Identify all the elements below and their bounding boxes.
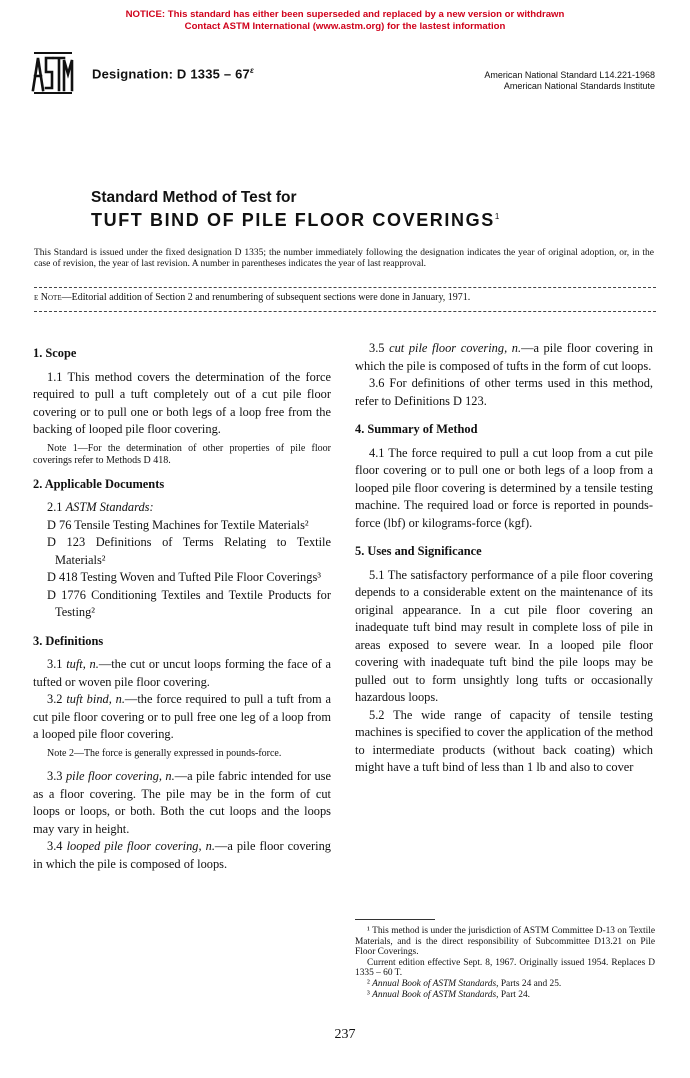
definition-3-6: 3.6 For definitions of other terms used in this method, refer to Definitions D 123. — [355, 376, 653, 408]
divider-rule — [34, 311, 656, 312]
astm-logo-icon — [30, 50, 76, 96]
designation-text: Designation: D 1335 – 67 — [92, 66, 250, 82]
document-subtitle: Standard Method of Test for — [91, 189, 297, 206]
paragraph-1-1: 1.1 This method covers the determination of the force required to pull a tuft completely out of a cut pile floor covering or to pull one or both legs of a loop free from the backing of looped pile floor covering. — [33, 369, 331, 436]
editorial-note — [34, 292, 654, 304]
definition-3-5-number: 3.5 — [369, 341, 385, 355]
definition-3-1-term: tuft, n. — [66, 657, 99, 671]
section-heading-scope: 1. Scope — [33, 346, 77, 360]
definition-3-1 — [33, 656, 331, 691]
paragraph-4-1: 4.1 The force required to pull a cut loop from a cut pile floor covering or to pull one or both legs of a loop from a looped pile floor covering is determined by a tensile testing machine. The required load or force is reported in pounds-force (lbf) or kilograms-force (kgf). — [355, 445, 653, 530]
reference-d418: D 418 Testing Woven and Tufted Pile Floor Coverings³ — [47, 570, 321, 584]
right-column — [355, 340, 653, 777]
reference-d123: D 123 Definitions of Terms Relating to Textile Materials² — [47, 535, 331, 567]
reference-d76: D 76 Tensile Testing Machines for Textile Materials² — [47, 517, 309, 532]
section-heading-applicable-documents: 2. Applicable Documents — [33, 476, 165, 491]
section-heading-definitions: 3. Definitions — [33, 633, 104, 648]
paragraph-2-1-number: 2.1 — [47, 500, 63, 514]
footnote-2-rest: , Parts 24 and 25. — [496, 978, 562, 989]
footnote-2-mark: ² — [367, 978, 373, 989]
designation-epsilon: ε — [249, 66, 255, 75]
paragraph-2-1-title: ASTM Standards: — [65, 500, 154, 514]
definition-3-1-number: 3.1 — [47, 657, 63, 671]
definition-3-5-text: —a pile floor covering in which the pile is composed of tufts in the form of cut loops. — [355, 341, 653, 373]
ansi-designation — [484, 70, 655, 92]
section-heading-summary: 4. Summary of Method — [355, 422, 478, 436]
ansi-line-1: American National Standard L14.221-1968 — [484, 70, 655, 80]
paragraph-5-1: 5.1 The satisfactory performance of a pile floor covering depends to a considerable extent on the maintenance of its original appearance. In a cut pile floor covering an inadequate tuft bind may result in complete loss of pile in areas exposed to severe wear. In a looped pile floor covering with inadequate tuft bind the pile loops may be pulled out to form unsightly long tufts or occasionally hazardous loops. — [355, 567, 653, 704]
footnote-1b: Current edition effective Sept. 8, 1967. Originally issued 1954. Replaces D 1335 – 60 T. — [355, 957, 655, 979]
reference-d1776: D 1776 Conditioning Textiles and Textile Products for Testing² — [47, 587, 331, 619]
title-footnote-mark: 1 — [494, 212, 500, 221]
definition-3-2 — [33, 691, 331, 744]
definition-3-2-text: —the force required to pull a tuft from a cut pile floor covering or to pull free one leg of a loop from a looped pile floor covering. — [33, 692, 331, 741]
footnote-2-italic: Annual Book of ASTM Standards — [372, 978, 497, 989]
editorial-note-prefix: ε Note — [34, 292, 62, 303]
editorial-note-text: —Editorial addition of Section 2 and renumbering of subsequent sections were done in January, 1971. — [61, 292, 471, 303]
notice-banner — [0, 9, 690, 33]
definition-3-4-text: —a pile floor covering in which the pile is composed of loops. — [33, 839, 331, 871]
footnote-rule — [355, 919, 435, 920]
notice-line-2: Contact ASTM International (www.astm.org) for the lastest information — [184, 21, 506, 32]
divider-rule — [34, 287, 656, 288]
page-number: 237 — [334, 1027, 356, 1042]
footnotes — [355, 926, 655, 1000]
notice-line-1: NOTICE: This standard has either been superseded and replaced by a new version or withdrawn — [125, 9, 565, 20]
definition-3-4-term: looped pile floor covering, n. — [66, 839, 215, 853]
document-title-text: TUFT BIND OF PILE FLOOR COVERINGS — [91, 210, 495, 230]
issuance-statement: This Standard is issued under the fixed designation D 1335; the number immediately following the designation indicates the year of original adoption, or, in the case of revision, the year of last revision. A number in parentheses indicates the year of last reapproval. — [34, 248, 654, 269]
definition-3-3-number: 3.3 — [47, 769, 63, 783]
definition-3-3-text: —a pile fabric intended for use as a floor covering. The pile may be in the form of cut loops or loops, or both. Both the cut loops and the loops may vary in height. — [33, 769, 331, 836]
definition-3-4 — [33, 838, 331, 873]
definition-3-3 — [33, 768, 331, 838]
footnote-1: ¹ This method is under the jurisdiction of ASTM Committee D-13 on Textile Materials, and is the direct responsibility of Subcommittee D13.21 on Pile Floor Coverings. — [355, 926, 655, 958]
ansi-line-2: American National Standards Institute — [503, 81, 655, 91]
definition-3-5-term: cut pile floor covering, n. — [389, 341, 522, 355]
definition-3-1-text: —the cut or uncut loops forming the face of a tufted or woven pile floor covering. — [33, 657, 331, 689]
definition-3-2-term: tuft bind, n. — [66, 692, 125, 706]
left-column — [33, 340, 331, 873]
footnote-3-mark: ³ — [367, 989, 373, 1000]
note-2: Note 2—The force is generally expressed in pounds-force. — [47, 747, 282, 759]
paragraph-5-2: 5.2 The wide range of capacity of tensile testing machines is specified to cover the application of the method to intermediate products (without back coating) which might have a tuft bind of less than 1 lb and also to cover — [355, 707, 653, 774]
definition-3-2-number: 3.2 — [47, 692, 63, 706]
section-heading-uses: 5. Uses and Significance — [355, 544, 482, 558]
note-1: Note 1—For the determination of other properties of pile floor coverings refer to Methods D 418. — [33, 442, 331, 466]
footnote-3-italic: Annual Book of ASTM Standards — [372, 989, 497, 1000]
footnote-3 — [355, 990, 655, 1001]
designation — [92, 66, 254, 81]
definition-3-5 — [355, 340, 653, 375]
document-title — [91, 210, 499, 231]
footnote-2 — [355, 979, 655, 990]
paragraph-2-1 — [33, 499, 331, 517]
footnote-3-rest: , Part 24. — [496, 989, 530, 1000]
definition-3-4-number: 3.4 — [47, 839, 63, 853]
definition-3-3-term: pile floor covering, n. — [65, 769, 175, 783]
